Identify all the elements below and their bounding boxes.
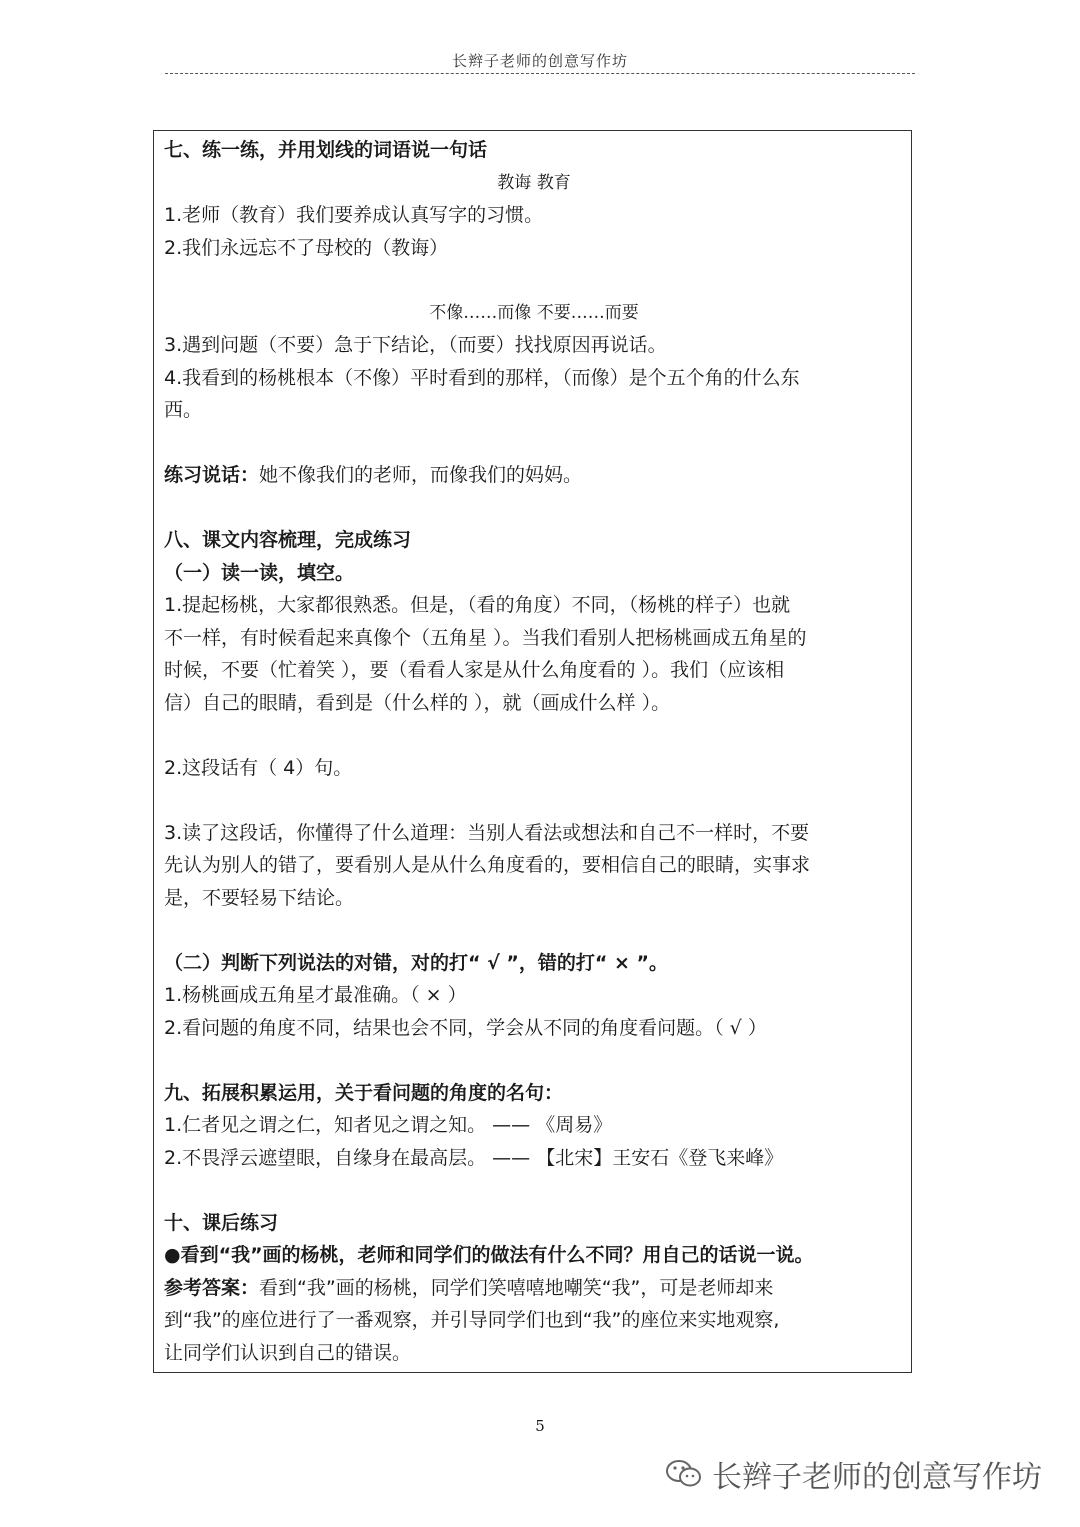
spacer bbox=[164, 492, 904, 525]
watermark bbox=[664, 1452, 1042, 1496]
section8-p1-line: 不一样，有时候看起来真像个（五角星 ）。当我们看别人把杨桃画成五角星的 bbox=[164, 626, 807, 649]
section7-sentence4b: 西。 bbox=[164, 399, 203, 421]
section9-quote1: 1.仁者见之谓之仁，知者见之谓之知。 —— 《周易》 bbox=[164, 1114, 613, 1136]
answer-label: 参考答案： bbox=[164, 1276, 260, 1299]
spacer bbox=[164, 784, 904, 817]
section8-p1-line: 时候，不要（忙着笑 ），要（看看人家是从什么角度看的 ）。我们（应该相 bbox=[164, 659, 785, 681]
practice-label: 练习说话： bbox=[164, 464, 260, 486]
header-divider bbox=[165, 73, 915, 74]
section7-sentence2: 2.我们永远忘不了母校的（教诲） bbox=[164, 236, 449, 259]
section7-words2: 不像……而像 不要……而要 bbox=[429, 302, 639, 323]
spacer bbox=[164, 264, 904, 297]
section8-p3-line: 是，不要轻易下结论。 bbox=[164, 886, 355, 909]
spacer bbox=[164, 1044, 904, 1077]
section9-quote2: 2.不畏浮云遮望眼，自缘身在最高层。 —— 【北宋】王安石《登飞来峰》 bbox=[164, 1146, 784, 1169]
section10-answer-c: 让同学们认识到自己的错误。 bbox=[164, 1341, 412, 1364]
section8-p1-line: 1.提起杨桃，大家都很熟悉。但是，（看的角度）不同，（杨桃的样子）也就 bbox=[164, 594, 791, 616]
section8-judge1: 1.杨桃画成五角星才最准确。（ × ） bbox=[164, 984, 467, 1006]
page-number: 5 bbox=[535, 1417, 545, 1435]
section8-sub2: （二）判断下列说法的对错，对的打“ √ ”，错的打“ × ”。 bbox=[164, 951, 669, 974]
answer-text-a: 看到“我”画的杨桃，同学们笑嘻嘻地嘲笑“我”，可是老师却来 bbox=[259, 1276, 774, 1299]
watermark-text: 长辫子老师的创意写作坊 bbox=[712, 1460, 1042, 1495]
section8-judge2: 2.看问题的角度不同，结果也会不同，学会从不同的角度看问题。（ √ ） bbox=[164, 1016, 767, 1039]
section10-answer-b: 到“我”的座位进行了一番观察，并引导同学们也到“我”的座位来实地观察, bbox=[164, 1309, 780, 1331]
section7-practice bbox=[164, 459, 904, 492]
section8-p1-line: 信）自己的眼睛，看到是（什么样的 ），就（画成什么样 ）。 bbox=[164, 691, 671, 714]
section7-sentence3: 3.遇到问题（不要）急于下结论，（而要）找找原因再说话。 bbox=[164, 334, 667, 356]
spacer bbox=[164, 719, 904, 752]
section8-p3-line: 先认为别人的错了，要看别人是从什么角度看的，要相信自己的眼睛，实事求 bbox=[164, 854, 811, 876]
spacer bbox=[164, 427, 904, 460]
section7-heading: 七、练一练，并用划线的词语说一句话 bbox=[164, 139, 488, 161]
wechat-icon bbox=[664, 1458, 704, 1490]
practice-text: 她不像我们的老师，而像我们的妈妈。 bbox=[259, 464, 583, 486]
section10-heading: 十、课后练习 bbox=[164, 1211, 279, 1234]
section8-heading: 八、课文内容梳理，完成练习 bbox=[164, 529, 412, 551]
section7-words1: 教诲 教育 bbox=[497, 172, 571, 193]
spacer bbox=[164, 914, 904, 947]
section8-p2: 2.这段话有（ 4）句。 bbox=[164, 756, 353, 779]
section7-sentence4a: 4.我看到的杨桃根本（不像）平时看到的那样，（而像）是个五个角的什么东 bbox=[164, 366, 800, 389]
document-body bbox=[164, 134, 904, 1369]
page-header: 长辫子老师的创意写作坊 bbox=[451, 52, 628, 70]
section7-sentence1: 1.老师（教育）我们要养成认真写字的习惯。 bbox=[164, 204, 544, 226]
section8-sub1: （一）读一读，填空。 bbox=[164, 561, 355, 584]
spacer bbox=[164, 1174, 904, 1207]
section8-p3-line: 3.读了这段话，你懂得了什么道理：当别人看法或想法和自己不一样时，不要 bbox=[164, 821, 810, 844]
section9-heading: 九、拓展积累运用，关于看问题的角度的名句： bbox=[164, 1081, 564, 1104]
section10-answer-a bbox=[164, 1272, 904, 1305]
section10-question: ●看到“我”画的杨桃，老师和同学们的做法有什么不同？用自己的话说一说。 bbox=[164, 1244, 814, 1266]
